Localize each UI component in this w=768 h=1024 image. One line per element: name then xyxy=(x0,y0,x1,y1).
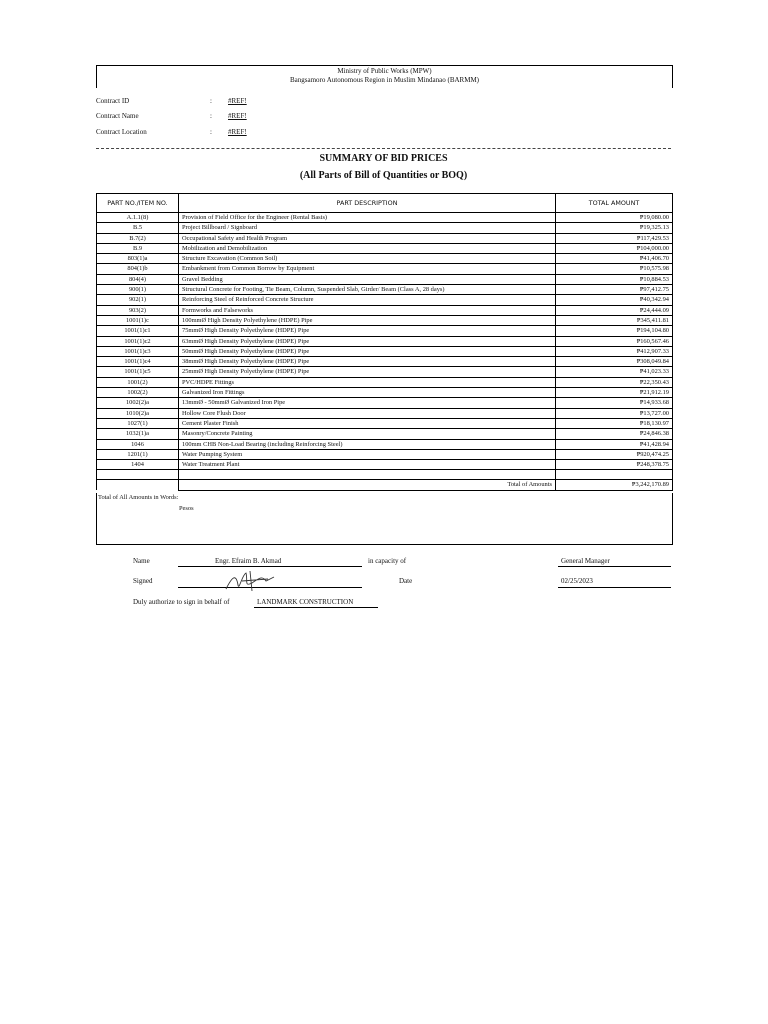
item-no-cell: B.7(2) xyxy=(97,233,179,243)
amount-cell: ₱194,104.80 xyxy=(556,326,673,336)
date-label: Date xyxy=(399,577,413,585)
table-row xyxy=(97,233,673,243)
description-cell: Water Pumping System xyxy=(179,449,556,459)
agency-name: Ministry of Public Works (MPW) xyxy=(337,67,432,75)
empty-cell xyxy=(97,480,179,490)
amount-cell: ₱21,912.19 xyxy=(556,388,673,398)
amount-cell: ₱13,727.00 xyxy=(556,408,673,418)
contract-name-label: Contract Name xyxy=(96,112,139,120)
description-cell: Structural Concrete for Footing, Tie Beam, Column, Suspended Slab, Girder/ Beam (Class A, 28 days) xyxy=(179,285,556,295)
description-cell: 38mmØ High Density Polyethylene (HDPE) Pipe xyxy=(179,357,556,367)
capacity-label: in capacity of xyxy=(368,557,407,565)
table-row xyxy=(97,285,673,295)
item-no-cell: 1001(1)c1 xyxy=(97,326,179,336)
item-no-cell: 1404 xyxy=(97,460,179,470)
amount-cell: ₱40,342.94 xyxy=(556,295,673,305)
col-header-description: PART DESCRIPTION xyxy=(179,194,556,213)
agency-header xyxy=(96,65,673,88)
amount-cell: ₱24,444.09 xyxy=(556,305,673,315)
amount-cell: ₱920,474.25 xyxy=(556,449,673,459)
empty-cell xyxy=(556,470,673,480)
table-row xyxy=(97,449,673,459)
description-cell: 63mmØ High Density Polyethylene (HDPE) Pipe xyxy=(179,336,556,346)
item-no-cell: 900(1) xyxy=(97,285,179,295)
item-no-cell: 903(2) xyxy=(97,305,179,315)
item-no-cell: 1027(1) xyxy=(97,418,179,428)
item-no-cell: A.1.1(8) xyxy=(97,213,179,223)
description-cell: Water Treatment Plant xyxy=(179,460,556,470)
empty-cell xyxy=(179,470,556,480)
bid-summary-table xyxy=(96,193,673,491)
amount-cell: ₱14,933.68 xyxy=(556,398,673,408)
capacity-value: General Manager xyxy=(561,557,610,565)
pesos-label: Pesos xyxy=(179,505,194,512)
table-row xyxy=(97,264,673,274)
date-line xyxy=(558,587,671,588)
table-row xyxy=(97,367,673,377)
signed-label: Signed xyxy=(133,577,153,585)
signer-name: Engr. Efraim B. Akmad xyxy=(215,557,282,565)
colon: : xyxy=(210,128,212,136)
item-no-cell: 804(1)b xyxy=(97,264,179,274)
description-cell: Cement Plaster Finish xyxy=(179,418,556,428)
description-cell: Occupational Safety and Health Program xyxy=(179,233,556,243)
description-cell: 75mmØ High Density Polyethylene (HDPE) Pipe xyxy=(179,326,556,336)
table-row xyxy=(97,346,673,356)
amount-cell: ₱41,406.70 xyxy=(556,254,673,264)
table-row xyxy=(97,295,673,305)
amount-cell: ₱104,000.00 xyxy=(556,243,673,253)
region-name: Bangsamoro Autonomous Region in Muslim Mindanao (BARMM) xyxy=(290,76,479,84)
item-no-cell: 1001(1)c4 xyxy=(97,357,179,367)
company-name: LANDMARK CONSTRUCTION xyxy=(257,598,354,606)
col-header-total-amount: TOTAL AMOUNT xyxy=(556,194,673,213)
name-label: Name xyxy=(133,557,150,565)
amount-cell: ₱41,023.33 xyxy=(556,367,673,377)
document-subtitle: (All Parts of Bill of Quantities or BOQ) xyxy=(299,170,468,181)
contract-location-value: #REF! xyxy=(228,128,247,136)
item-no-cell: B.9 xyxy=(97,243,179,253)
dashed-divider xyxy=(96,148,671,149)
table-row xyxy=(97,408,673,418)
item-no-cell: 902(1) xyxy=(97,295,179,305)
item-no-cell: 1201(1) xyxy=(97,449,179,459)
item-no-cell: 1001(1)c xyxy=(97,315,179,325)
amount-cell: ₱24,846.38 xyxy=(556,429,673,439)
amount-cell: ₱117,429.53 xyxy=(556,233,673,243)
description-cell: PVC/HDPE Fittings xyxy=(179,377,556,387)
description-cell: Hollow Core Flush Door xyxy=(179,408,556,418)
handwritten-signature xyxy=(222,569,292,593)
table-row xyxy=(97,398,673,408)
item-no-cell: 1001(1)c3 xyxy=(97,346,179,356)
total-label: Total of Amounts xyxy=(179,480,556,490)
table-row xyxy=(97,243,673,253)
total-row xyxy=(97,480,673,490)
item-no-cell: 1001(1)c5 xyxy=(97,367,179,377)
item-no-cell: 803(1)a xyxy=(97,254,179,264)
contract-location-label: Contract Location xyxy=(96,128,147,136)
description-cell: 50mmØ High Density Polyethylene (HDPE) Pipe xyxy=(179,346,556,356)
description-cell: 13mmØ - 50mmØ Galvanized Iron Pipe xyxy=(179,398,556,408)
amount-cell: ₱97,412.75 xyxy=(556,285,673,295)
amount-cell: ₱22,350.43 xyxy=(556,377,673,387)
total-value: ₱3,242,170.89 xyxy=(556,480,673,490)
description-cell: Structure Excavation (Common Soil) xyxy=(179,254,556,264)
company-line xyxy=(254,607,378,608)
contract-name-row xyxy=(96,110,396,122)
table-row xyxy=(97,377,673,387)
amount-cell: ₱19,080.00 xyxy=(556,213,673,223)
amount-cell: ₱248,378.75 xyxy=(556,460,673,470)
col-header-part-no: PART NO./ITEM NO. xyxy=(97,194,179,213)
item-no-cell: 1010(2)a xyxy=(97,408,179,418)
description-cell: Embankment from Common Borrow by Equipment xyxy=(179,264,556,274)
description-cell: Project Billboard / Signboard xyxy=(179,223,556,233)
table-row xyxy=(97,315,673,325)
amount-in-words-box xyxy=(96,493,673,545)
description-cell: Formworks and Falseworks xyxy=(179,305,556,315)
description-cell: Masonry/Concrete Painting xyxy=(179,429,556,439)
amount-cell: ₱412,907.33 xyxy=(556,346,673,356)
description-cell: Mobilization and Demobilization xyxy=(179,243,556,253)
item-no-cell: 1002(2)a xyxy=(97,398,179,408)
description-cell: 25mmØ High Density Polyethylene (HDPE) Pipe xyxy=(179,367,556,377)
table-row xyxy=(97,388,673,398)
amount-cell: ₱308,049.84 xyxy=(556,357,673,367)
table-row xyxy=(97,429,673,439)
amount-cell: ₱160,567.46 xyxy=(556,336,673,346)
description-cell: Provision of Field Office for the Engineer (Rental Basis) xyxy=(179,213,556,223)
description-cell: Galvanized Iron Fittings xyxy=(179,388,556,398)
colon: : xyxy=(210,112,212,120)
contract-id-row xyxy=(96,95,396,107)
description-cell: 100mmØ High Density Polyethylene (HDPE) Pipe xyxy=(179,315,556,325)
date-value: 02/25/2023 xyxy=(561,577,593,585)
table-row xyxy=(97,213,673,223)
item-no-cell: B.5 xyxy=(97,223,179,233)
item-no-cell: 1001(1)c2 xyxy=(97,336,179,346)
table-row xyxy=(97,223,673,233)
description-cell: Gravel Bedding xyxy=(179,274,556,284)
contract-name-value: #REF! xyxy=(228,112,247,120)
capacity-line xyxy=(558,566,671,567)
document-title: SUMMARY OF BID PRICES xyxy=(319,153,448,164)
amount-cell: ₱19,325.13 xyxy=(556,223,673,233)
table-row xyxy=(97,460,673,470)
table-row xyxy=(97,274,673,284)
description-cell: Reinforcing Steel of Reinforced Concrete Structure xyxy=(179,295,556,305)
blank-row xyxy=(97,470,673,480)
table-row xyxy=(97,305,673,315)
item-no-cell: 1046 xyxy=(97,439,179,449)
contract-id-label: Contract ID xyxy=(96,97,130,105)
item-no-cell: 1032(1)a xyxy=(97,429,179,439)
contract-location-row xyxy=(96,126,396,138)
empty-cell xyxy=(97,470,179,480)
table-row xyxy=(97,439,673,449)
amount-in-words-label: Total of All Amounts in Words: xyxy=(98,494,179,501)
item-no-cell: 804(4) xyxy=(97,274,179,284)
authorize-label: Duly authorize to sign in behalf of xyxy=(133,598,230,606)
item-no-cell: 1001(2) xyxy=(97,377,179,387)
item-no-cell: 1002(2) xyxy=(97,388,179,398)
description-cell: 100mm CHB Non-Load Bearing (including Reinforcing Steel) xyxy=(179,439,556,449)
amount-cell: ₱18,130.97 xyxy=(556,418,673,428)
table-row xyxy=(97,336,673,346)
amount-cell: ₱41,428.94 xyxy=(556,439,673,449)
table-row xyxy=(97,254,673,264)
name-line xyxy=(178,566,362,567)
colon: : xyxy=(210,97,212,105)
table-row xyxy=(97,357,673,367)
table-header-row xyxy=(97,194,673,213)
table-row xyxy=(97,326,673,336)
amount-cell: ₱345,411.81 xyxy=(556,315,673,325)
amount-cell: ₱10,884.53 xyxy=(556,274,673,284)
table-row xyxy=(97,418,673,428)
contract-id-value: #REF! xyxy=(228,97,247,105)
amount-cell: ₱10,575.98 xyxy=(556,264,673,274)
